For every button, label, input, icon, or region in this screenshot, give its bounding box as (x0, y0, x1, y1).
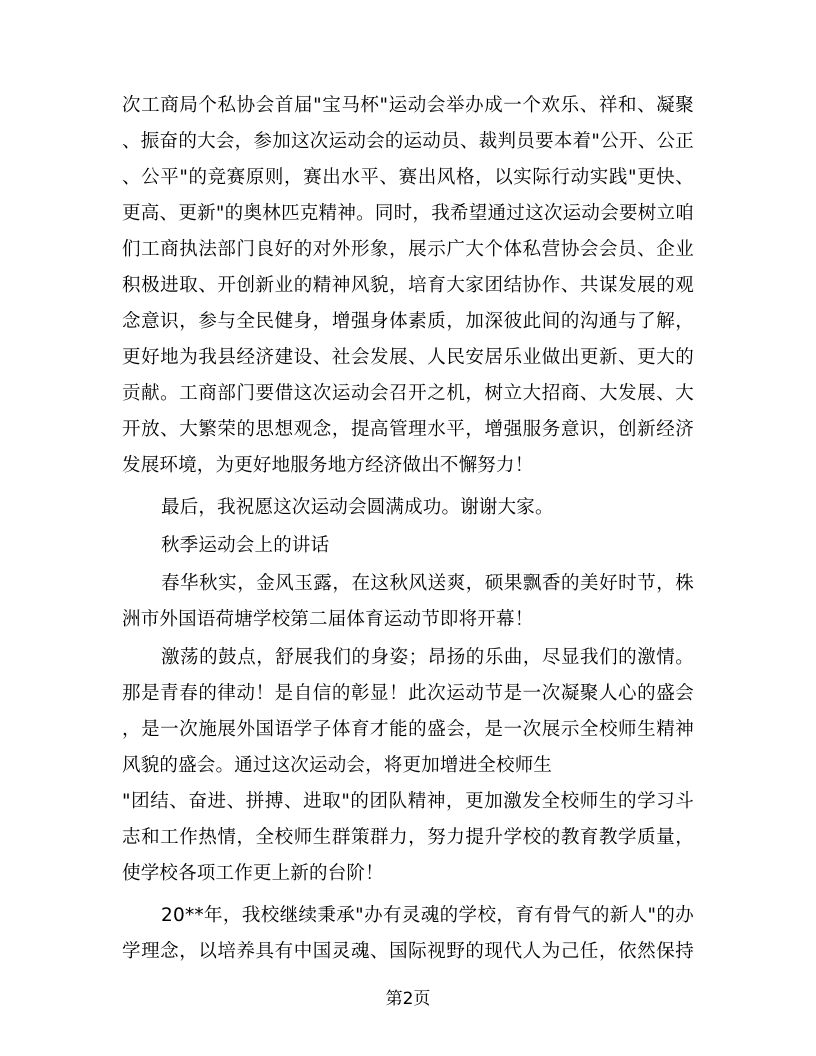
body-line: 念意识，参与全民健身，增强身体素质，加深彼此间的沟通与了解， (122, 311, 694, 332)
body-line: 们工商执法部门良好的对外形象，展示广大个体私营协会会员、企业 (122, 239, 694, 260)
body-line: 、公平"的竞赛原则，赛出水平、赛出风格，以实际行动实践"更快、 (122, 167, 694, 188)
body-line: 春华秋实，金风玉露，在这秋风送爽，硕果飘香的美好时节，株 (161, 573, 694, 594)
section-title: 秋季运动会上的讲话 (161, 535, 330, 556)
body-line: 风貌的盛会。通过这次运动会，将更加增进全校师生 (122, 755, 553, 776)
body-line: 发展环境，为更好地服务地方经济做出不懈努力！ (122, 455, 534, 476)
body-line: 最后，我祝愿这次运动会圆满成功。谢谢大家。 (161, 497, 554, 518)
body-line: 开放、大繁荣的思想观念，提高管理水平，增强服务意识，创新经济 (122, 419, 694, 440)
body-line: 、振奋的大会，参加这次运动会的运动员、裁判员要本着"公开、公正 (122, 131, 694, 152)
body-line: 志和工作热情，全校师生群策群力，努力提升学校的教育教学质量， (122, 827, 694, 848)
body-line: "团结、奋进、拼搏、进取"的团队精神，更加激发全校师生的学习斗 (122, 791, 694, 812)
body-line: 那是青春的律动！是自信的彰显！此次运动节是一次凝聚人心的盛会 (122, 683, 694, 704)
body-line: 贡献。工商部门要借这次运动会召开之机，树立大招商、大发展、大 (122, 383, 694, 404)
body-line: 激荡的鼓点，舒展我们的身姿；昂扬的乐曲，尽显我们的激情。 (161, 647, 694, 668)
body-line: 积极进取、开创新业的精神风貌，培育大家团结协作、共谋发展的观 (122, 275, 694, 296)
body-line: ，是一次施展外国语学子体育才能的盛会，是一次展示全校师生精神 (122, 719, 694, 740)
body-line: 20**年，我校继续秉承"办有灵魂的学校，育有骨气的新人"的办 (161, 905, 694, 926)
body-line: 洲市外国语荷塘学校第二届体育运动节即将开幕！ (122, 609, 534, 630)
body-line: 使学校各项工作更上新的台阶！ (122, 863, 384, 884)
body-line: 次工商局个私协会首届"宝马杯"运动会举办成一个欢乐、祥和、凝聚 (122, 95, 694, 116)
body-line: 学理念，以培养具有中国灵魂、国际视野的现代人为己任，依然保持 (122, 941, 694, 962)
body-line: 更好地为我县经济建设、社会发展、人民安居乐业做出更新、更大的 (122, 347, 694, 368)
body-line: 更高、更新"的奥林匹克精神。同时，我希望通过这次运动会要树立咱 (122, 203, 694, 224)
page-number: 第2页 (385, 989, 431, 1009)
